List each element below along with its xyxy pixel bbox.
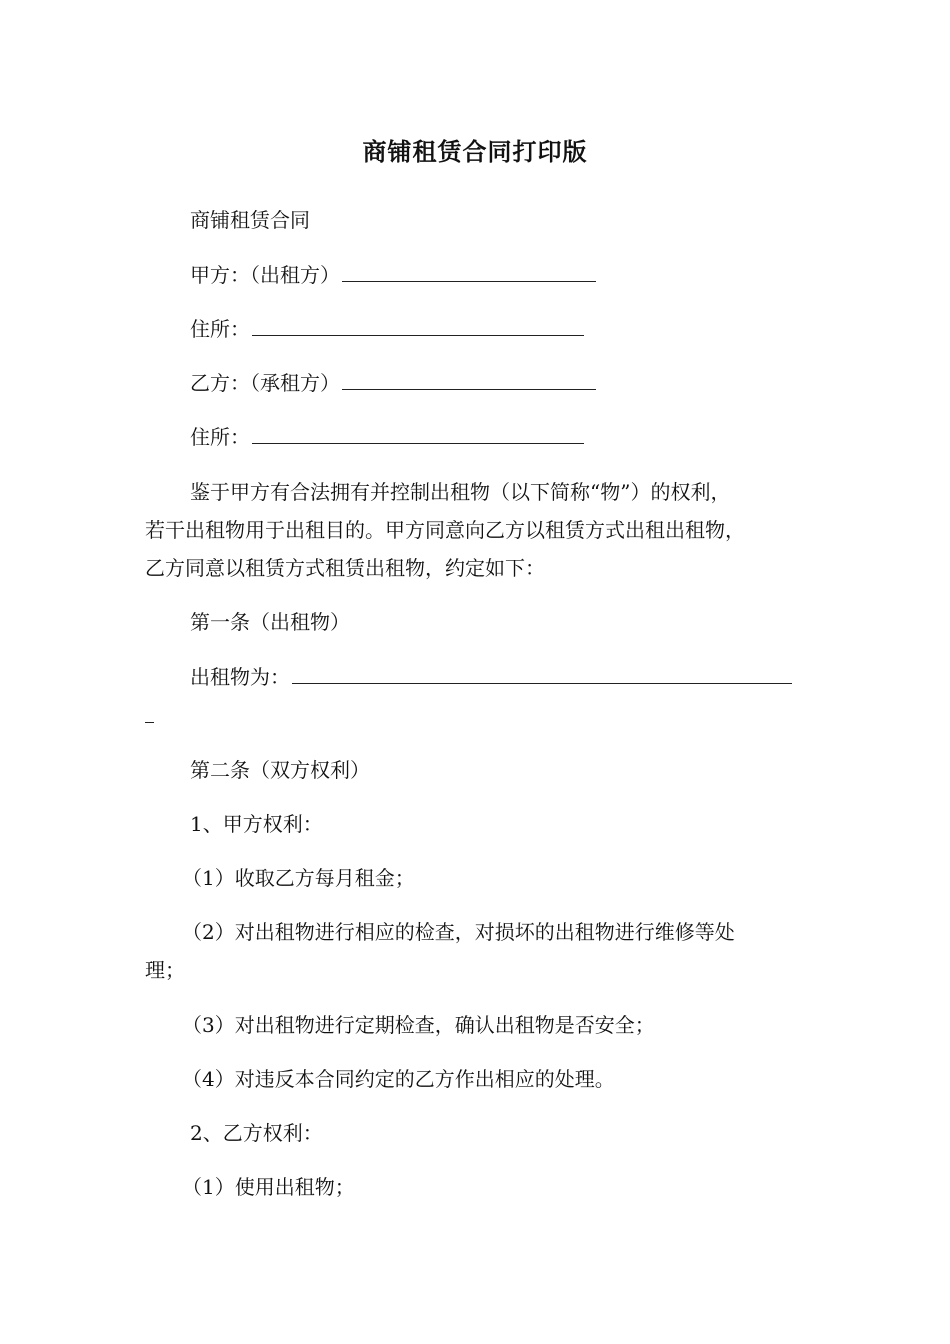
- party-b-blank: [342, 371, 596, 390]
- party-a-address-line: [190, 315, 584, 343]
- party-a-rights-title: 1、甲方权利：: [190, 812, 323, 836]
- article-1-field-blank-continuation: [145, 722, 154, 723]
- article-2-title: 第二条（双方权利）: [190, 758, 370, 782]
- party-a-address-label: 住所：: [190, 317, 250, 341]
- preamble-line-3: 乙方同意以租赁方式租赁出租物，约定如下：: [145, 556, 545, 580]
- party-a-right-1: （1）收取乙方每月租金；: [182, 866, 415, 890]
- article-1-field-label: 出租物为：: [190, 665, 290, 689]
- party-a-blank: [342, 263, 596, 282]
- contract-subtitle: 商铺租赁合同: [190, 208, 310, 232]
- party-b-rights-title: 2、乙方权利：: [190, 1121, 323, 1145]
- party-b-right-1: （1）使用出租物；: [182, 1175, 355, 1199]
- article-1-title: 第一条（出租物）: [190, 610, 350, 634]
- article-1-field-blank: [292, 665, 792, 684]
- party-b-line: [190, 369, 596, 397]
- party-a-label: 甲方：（出租方）: [190, 263, 340, 287]
- party-a-right-2-line-2: 理；: [145, 958, 185, 982]
- party-a-line: [190, 261, 596, 289]
- party-b-address-blank: [252, 425, 584, 444]
- party-a-right-4: （4）对违反本合同约定的乙方作出相应的处理。: [182, 1067, 615, 1091]
- party-b-label: 乙方：（承租方）: [190, 371, 340, 395]
- party-a-address-blank: [252, 317, 584, 336]
- article-1-field-line: [190, 663, 792, 691]
- party-b-address-line: [190, 423, 584, 451]
- preamble-line-2: 若干出租物用于出租目的。甲方同意向乙方以租赁方式出租出租物，: [145, 518, 745, 542]
- party-a-right-2-line-1: （2）对出租物进行相应的检查，对损坏的出租物进行维修等处: [182, 920, 735, 944]
- preamble-line-1: 鉴于甲方有合法拥有并控制出租物（以下简称“物”）的权利，: [190, 480, 731, 504]
- party-b-address-label: 住所：: [190, 425, 250, 449]
- party-a-right-3: （3）对出租物进行定期检查，确认出租物是否安全；: [182, 1013, 655, 1037]
- document-title: 商铺租赁合同打印版: [362, 138, 588, 166]
